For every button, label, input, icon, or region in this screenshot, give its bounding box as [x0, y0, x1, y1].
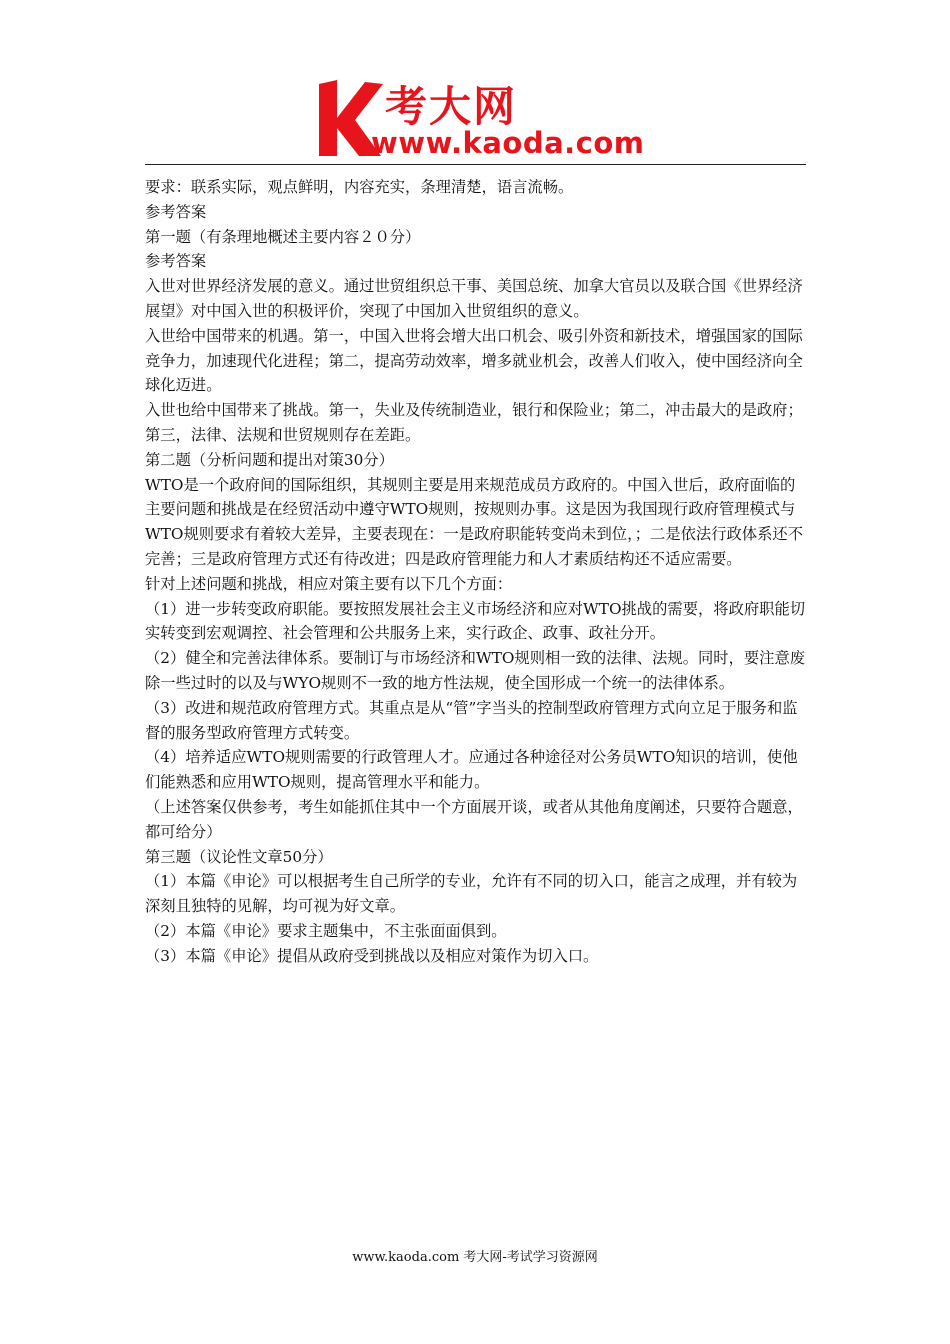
section-heading: 第一题（有条理地概述主要内容２０分）: [145, 227, 421, 246]
document-body: [145, 175, 809, 969]
paragraph: （上述答案仅供参考，考生如能抓住其中一个方面展开谈，或者从其他角度阐述，只要符合题意，都可给分）: [145, 797, 803, 841]
list-item: （3）改进和规范政府管理方式。其重点是从“管”字当头的控制型政府管理方式向立足于服务和监督的服务型政府管理方式转变。: [145, 698, 798, 742]
paragraph: 入世对世界经济发展的意义。通过世贸组织总干事、美国总统、加拿大官员以及联合国《世界经济展望》对中国入世的积极评价，突现了中国加入世贸组织的意义。: [145, 277, 803, 320]
list-item: （4）培养适应WTO规则需要的行政管理人才。应通过各种途径对公务员WTO知识的培训，使他们能熟悉和应用WTO规则，提高管理水平和能力。: [145, 748, 798, 792]
section-heading: 第二题（分析问题和提出对策30分）: [145, 450, 394, 469]
list-item: （1）本篇《申论》可以根据考生自己所学的专业，允许有不同的切入口，能言之成理，并有较为深刻且独特的见解，均可视为好文章。: [145, 872, 798, 916]
list-item: （2）本篇《申论》要求主题集中，不主张面面俱到。: [145, 921, 507, 940]
paragraph: 参考答案: [145, 202, 207, 221]
paragraph: 入世也给中国带来了挑战。第一，失业及传统制造业，银行和保险业；第二，冲击最大的是政府；第三，法律、法规和世贸规则存在差距。: [145, 401, 803, 444]
paragraph: 参考答案: [145, 252, 207, 271]
logo-chinese-name: 考大网: [385, 82, 518, 131]
logo-url: www.kaoda.com: [371, 126, 645, 160]
paragraph: 针对上述问题和挑战，相应对策主要有以下几个方面：: [145, 574, 513, 593]
page-header: [145, 76, 806, 166]
list-item: （3）本篇《申论》提倡从政府受到挑战以及相应对策作为切入口。: [145, 946, 599, 965]
paragraph: WTO是一个政府间的国际组织，其规则主要是用来规范成员方政府的。中国入世后，政府面临的主要问题和挑战是在经贸活动中遵守WTO规则，按规则办事。这是因为我国现行政府管理模式与WTO规则要求有着较大差异，主要表现在：一是政府职能转变尚未到位，；二是依法行政体系还不完善；三是政府管理方式还有待改进；四是政府管理能力和人才素质结构还不适应需要。: [145, 475, 803, 568]
page-footer: www.kaoda.com 考大网-考试学习资源网: [352, 1250, 598, 1265]
section-heading: 第三题（议论性文章50分）: [145, 847, 333, 866]
list-item: （2）健全和完善法律体系。要制订与市场经济和WTO规则相一致的法律、法规。同时，要注意废除一些过时的以及与WYO规则不一致的地方性法规，使全国形成一个统一的法律体系。: [145, 649, 806, 692]
paragraph: 入世给中国带来的机遇。第一，中国入世将会增大出口机会、吸引外资和新技术，增强国家的国际竞争力，加速现代化进程；第二，提高劳动效率，增多就业机会，改善人们收入，使中国经济向全球化迈进。: [145, 326, 803, 395]
header-divider: [145, 164, 806, 165]
list-item: （1）进一步转变政府职能。要按照发展社会主义市场经济和应对WTO挑战的需要，将政府职能切实转变到宏观调控、社会管理和公共服务上来，实行政企、政事、政社分开。: [145, 599, 806, 643]
paragraph: 要求：联系实际，观点鲜明，内容充实，条理清楚，语言流畅。: [145, 178, 574, 196]
kaoda-logo[interactable]: [315, 76, 645, 160]
